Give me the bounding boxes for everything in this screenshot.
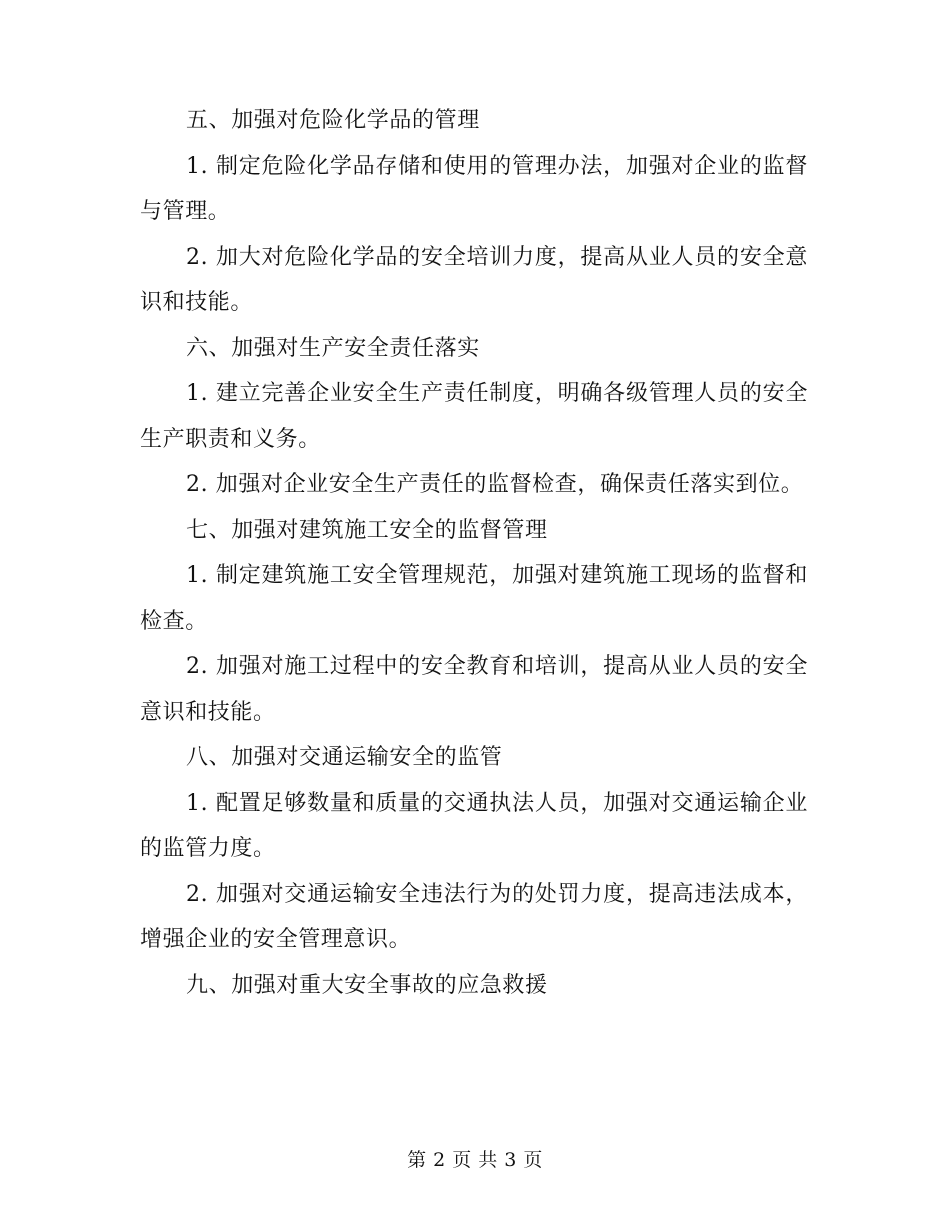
- body-paragraph: 1. 制定建筑施工安全管理规范，加强对建筑施工现场的监督和检查。: [140, 563, 808, 634]
- body-paragraph: 2. 加大对危险化学品的安全培训力度，提高从业人员的安全意识和技能。: [140, 244, 808, 315]
- section-heading: 五、加强对危险化学品的管理: [186, 108, 480, 133]
- section-heading: 九、加强对重大安全事故的应急救援: [186, 972, 548, 998]
- body-paragraph: 1. 配置足够数量和质量的交通执法人员，加强对交通运输企业的监管力度。: [140, 790, 808, 861]
- document-body: [140, 98, 808, 1008]
- section-heading: 八、加强对交通运输安全的监管: [186, 745, 503, 770]
- section-heading: 七、加强对建筑施工安全的监督管理: [186, 517, 548, 543]
- body-paragraph: 2. 加强对交通运输安全违法行为的处罚力度，提高违法成本，增强企业的安全管理意识。: [140, 881, 808, 952]
- body-paragraph: 1. 制定危险化学品存储和使用的管理办法，加强对企业的监督与管理。: [140, 153, 808, 224]
- section-heading: 六、加强对生产安全责任落实: [186, 335, 480, 361]
- page-number-footer: 第 2 页 共 3 页: [407, 1149, 543, 1171]
- body-paragraph: 2. 加强对施工过程中的安全教育和培训，提高从业人员的安全意识和技能。: [140, 654, 808, 725]
- body-paragraph: 1. 建立完善企业安全生产责任制度，明确各级管理人员的安全生产职责和义务。: [140, 381, 808, 452]
- body-paragraph: 2. 加强对企业安全生产责任的监督检查，确保责任落实到位。: [186, 472, 804, 497]
